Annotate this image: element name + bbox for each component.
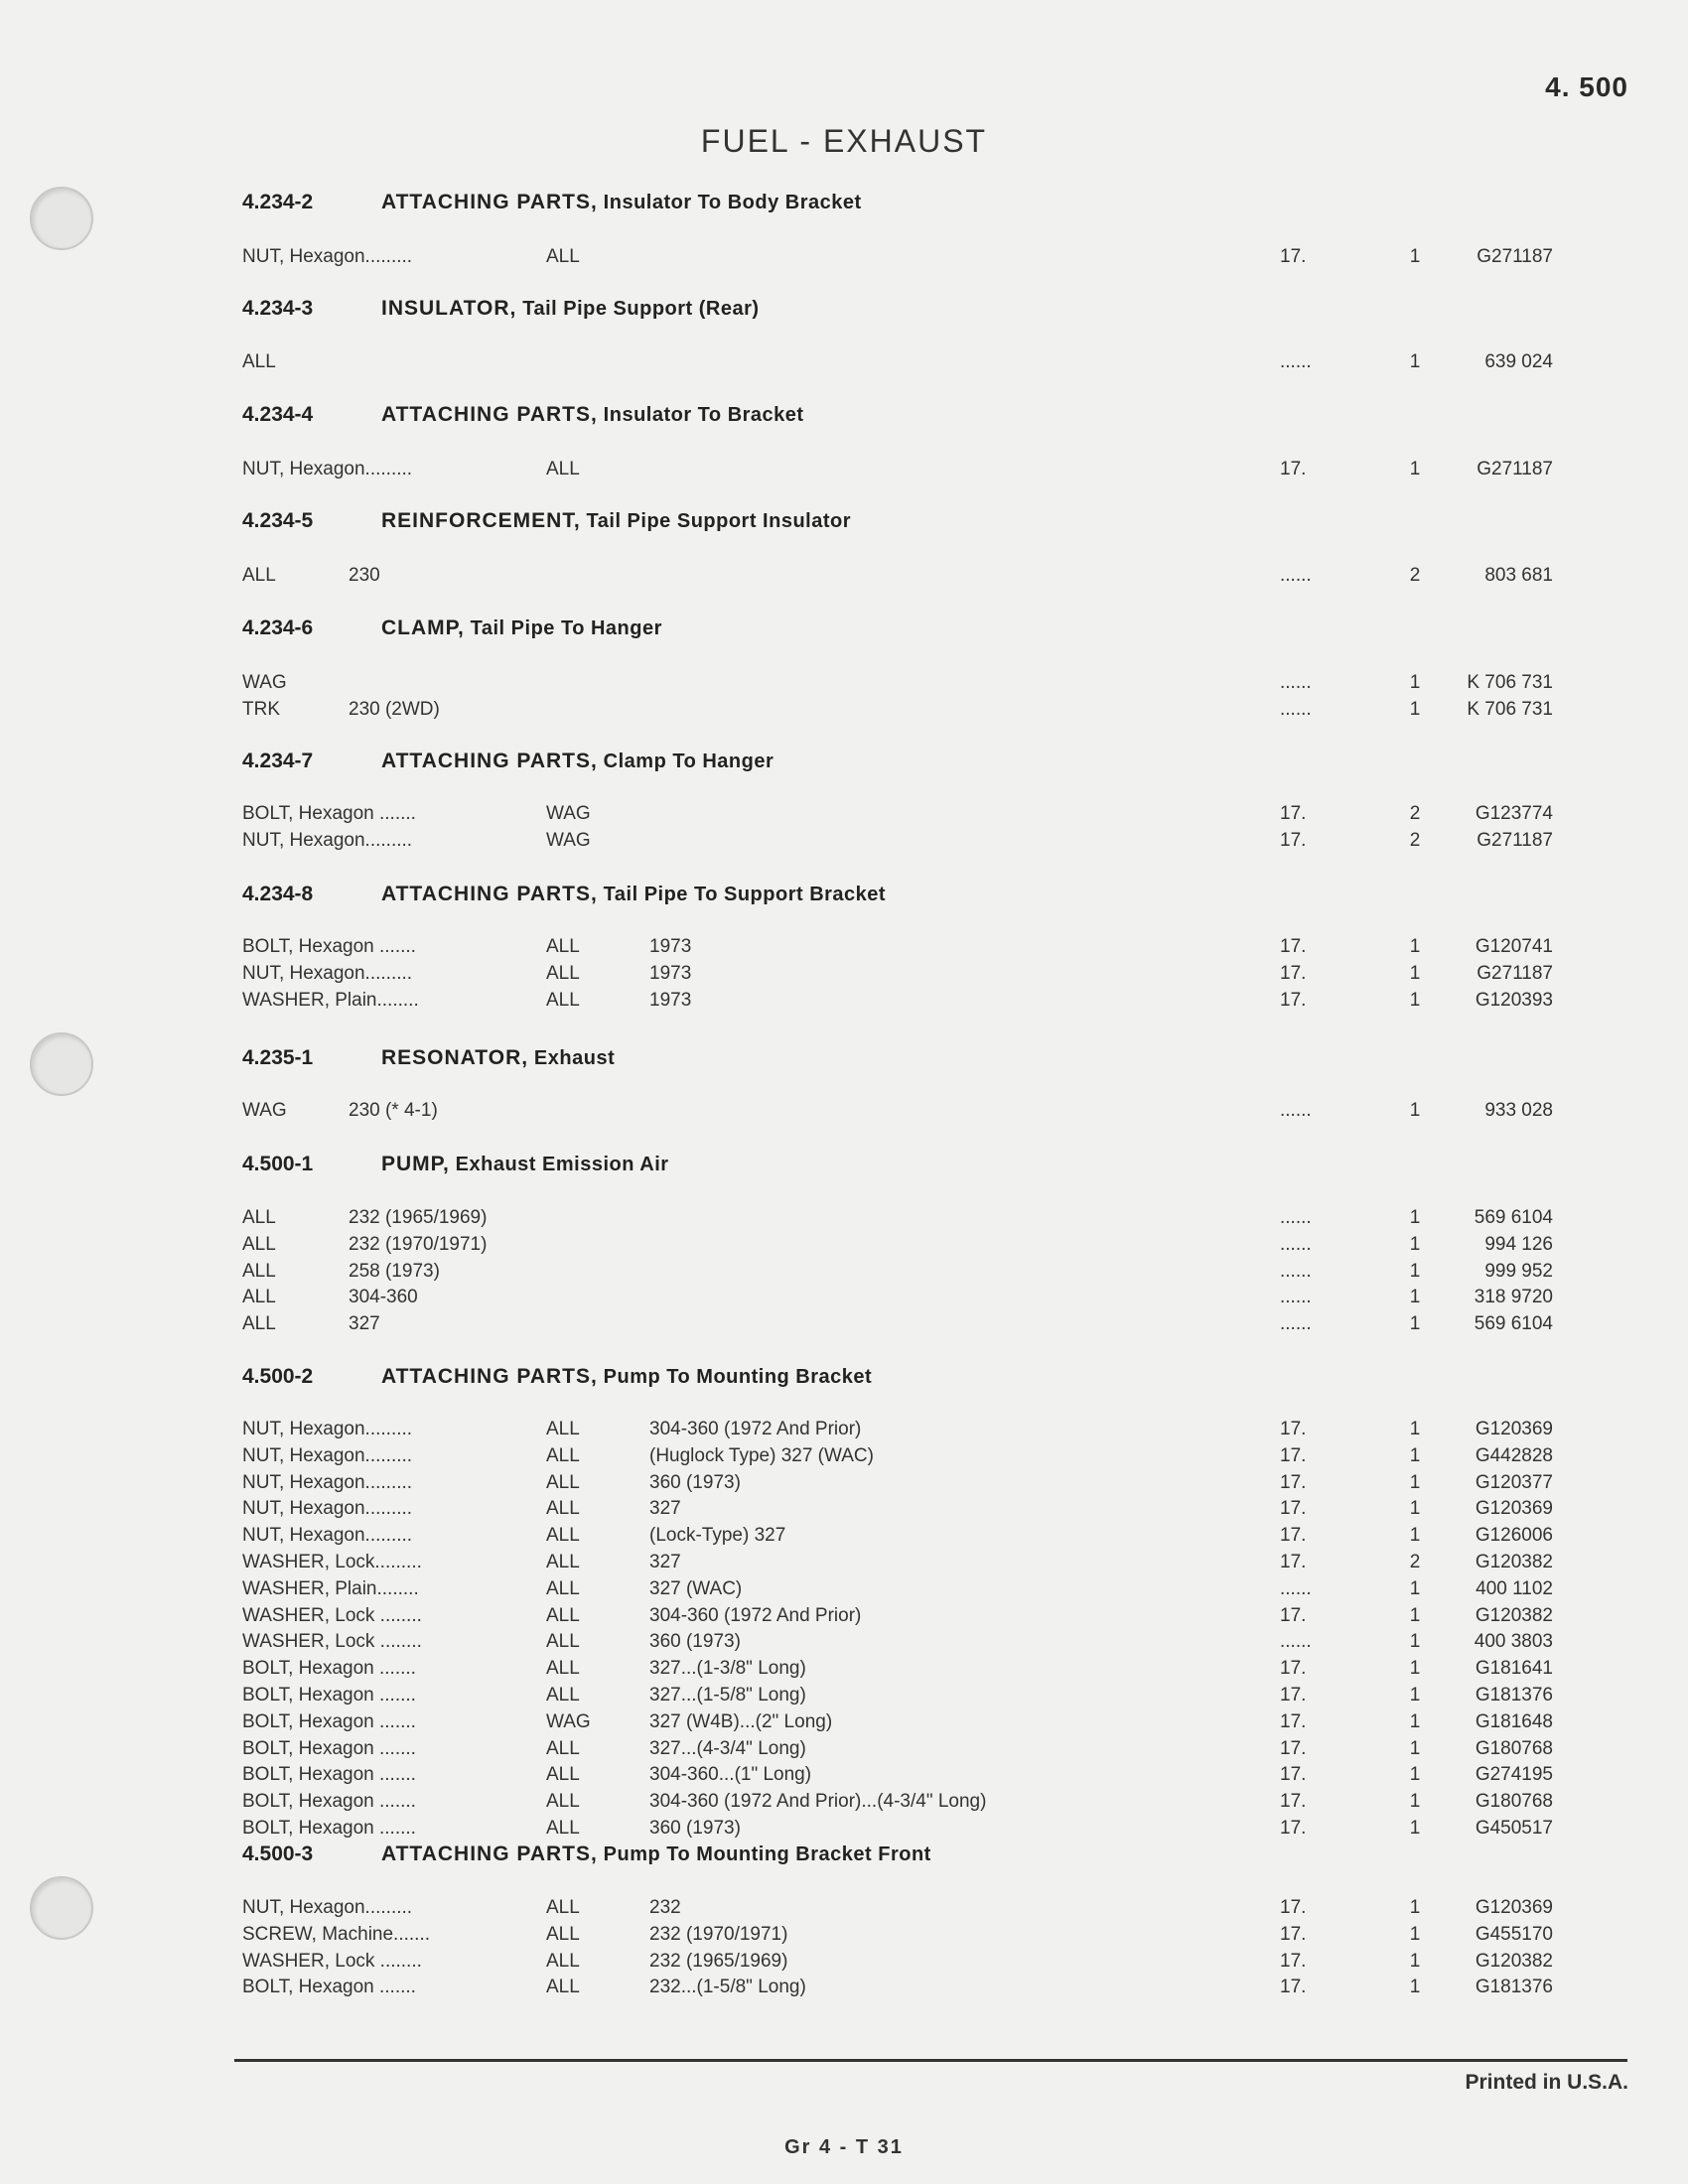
- part-number: G274195: [1475, 1764, 1553, 1785]
- model-notes: 304-360 (1972 And Prior): [649, 1605, 862, 1626]
- quantity: 1: [1409, 1631, 1421, 1652]
- parts-row: [242, 1416, 1553, 1442]
- section-description: Clamp To Hanger: [603, 751, 774, 772]
- group-number: 17.: [1280, 1951, 1307, 1972]
- parts-row: [242, 1575, 1553, 1602]
- application: ALL: [546, 1897, 580, 1918]
- quantity: 1: [1409, 1924, 1421, 1945]
- group-number: ......: [1280, 351, 1312, 372]
- section-header: [242, 616, 662, 640]
- part-number: G126006: [1475, 1525, 1553, 1546]
- group-number: 17.: [1280, 1445, 1307, 1466]
- application: ALL: [546, 963, 580, 984]
- group-number: ......: [1280, 1631, 1312, 1652]
- page-footer: Gr 4 - T 31: [784, 2136, 904, 2158]
- section-description: Tail Pipe To Support Bracket: [603, 884, 887, 905]
- part-number: G450517: [1475, 1818, 1553, 1839]
- parts-row: [242, 1522, 1553, 1549]
- part-description: NUT, Hexagon.........: [242, 1445, 413, 1466]
- quantity: 1: [1409, 459, 1421, 479]
- quantity: 1: [1409, 1818, 1421, 1839]
- parts-row: [242, 1921, 1553, 1948]
- model-notes: 360 (1973): [649, 1472, 741, 1493]
- parts-row: [242, 800, 1553, 827]
- quantity: 1: [1409, 1605, 1421, 1626]
- quantity: 1: [1409, 699, 1421, 720]
- quantity: 1: [1409, 1313, 1421, 1334]
- application: ALL: [546, 1738, 580, 1759]
- model-notes: 360 (1973): [649, 1631, 741, 1652]
- group-number: 17.: [1280, 1472, 1307, 1493]
- group-number: ......: [1280, 1207, 1312, 1228]
- quantity: 1: [1409, 1100, 1421, 1121]
- application: TRK: [242, 699, 280, 720]
- parts-row: [242, 1495, 1553, 1522]
- section-header: [242, 1365, 872, 1389]
- group-number: 17.: [1280, 1818, 1307, 1839]
- part-number: 999 952: [1484, 1261, 1553, 1282]
- part-description: BOLT, Hexagon .......: [242, 1685, 416, 1706]
- model-notes: 232 (1970/1971): [349, 1234, 488, 1255]
- group-number: ......: [1280, 672, 1312, 693]
- model-notes: 232: [649, 1897, 681, 1918]
- group-number: 17.: [1280, 1711, 1307, 1732]
- section-header: [242, 297, 760, 321]
- quantity: 1: [1409, 990, 1421, 1011]
- quantity: 1: [1409, 1658, 1421, 1679]
- part-number: G120377: [1475, 1472, 1553, 1493]
- quantity: 1: [1409, 963, 1421, 984]
- part-number: G120369: [1475, 1498, 1553, 1519]
- part-number: 569 6104: [1474, 1207, 1553, 1228]
- application: ALL: [242, 1287, 276, 1307]
- part-description: WASHER, Lock.........: [242, 1552, 422, 1572]
- part-description: WASHER, Plain........: [242, 1578, 419, 1599]
- binder-hole-middle: [30, 1032, 93, 1096]
- parts-row: [242, 1231, 1553, 1258]
- group-number: 17.: [1280, 803, 1307, 824]
- quantity: 1: [1409, 1207, 1421, 1228]
- part-description: BOLT, Hexagon .......: [242, 1977, 416, 1997]
- parts-row: [242, 1549, 1553, 1575]
- section-number: 4.500-2: [242, 1365, 314, 1388]
- part-number: 933 028: [1484, 1100, 1553, 1121]
- parts-row: [242, 1815, 1553, 1842]
- application: ALL: [546, 1791, 580, 1812]
- section-name: INSULATOR,: [381, 297, 517, 320]
- part-number: G120382: [1475, 1605, 1553, 1626]
- quantity: 1: [1409, 1738, 1421, 1759]
- application: ALL: [546, 990, 580, 1011]
- model-notes: 304-360 (1972 And Prior): [649, 1419, 862, 1439]
- model-notes: 304-360: [349, 1287, 418, 1307]
- parts-row: [242, 1204, 1553, 1231]
- group-number: 17.: [1280, 1658, 1307, 1679]
- quantity: 1: [1409, 1472, 1421, 1493]
- parts-row: [242, 696, 1553, 723]
- section-description: Tail Pipe To Hanger: [470, 617, 662, 639]
- model-notes: 304-360...(1" Long): [649, 1764, 812, 1785]
- quantity: 1: [1409, 1951, 1421, 1972]
- quantity: 1: [1409, 1445, 1421, 1466]
- group-number: 17.: [1280, 963, 1307, 984]
- application: ALL: [242, 351, 276, 372]
- application: ALL: [546, 1977, 580, 1997]
- group-number: 17.: [1280, 1525, 1307, 1546]
- section-number: 4.500-1: [242, 1153, 314, 1175]
- section-header: [242, 1153, 669, 1176]
- application: WAG: [546, 830, 591, 851]
- part-number: 400 1102: [1476, 1578, 1553, 1599]
- part-number: G181376: [1475, 1977, 1553, 1997]
- application: ALL: [546, 1578, 580, 1599]
- group-number: ......: [1280, 1313, 1312, 1334]
- parts-row: [242, 562, 1553, 589]
- footer-rule: [234, 2059, 1627, 2062]
- binder-hole-bottom: [30, 1876, 93, 1940]
- section-name: CLAMP,: [381, 616, 465, 639]
- part-number: K 706 731: [1467, 672, 1553, 693]
- part-description: WASHER, Lock ........: [242, 1631, 422, 1652]
- parts-row: [242, 1442, 1553, 1469]
- section-name: ATTACHING PARTS,: [381, 191, 598, 213]
- section-number: 4.234-3: [242, 297, 314, 320]
- quantity: 1: [1409, 246, 1421, 267]
- parts-row: [242, 243, 1553, 270]
- section-number: 4.234-5: [242, 509, 314, 532]
- part-number: 803 681: [1484, 565, 1553, 586]
- model-notes: 1973: [649, 936, 692, 957]
- model-notes: 327...(1-3/8" Long): [649, 1658, 806, 1679]
- group-number: 17.: [1280, 1897, 1307, 1918]
- part-description: BOLT, Hexagon .......: [242, 1711, 416, 1732]
- group-number: 17.: [1280, 1791, 1307, 1812]
- application: ALL: [546, 1631, 580, 1652]
- quantity: 2: [1409, 1552, 1421, 1572]
- section-header: [242, 191, 862, 214]
- model-notes: 1973: [649, 990, 692, 1011]
- application: ALL: [546, 1951, 580, 1972]
- quantity: 1: [1409, 1261, 1421, 1282]
- model-notes: 360 (1973): [649, 1818, 741, 1839]
- model-notes: 232 (1965/1969): [649, 1951, 788, 1972]
- quantity: 1: [1409, 1525, 1421, 1546]
- section-header: [242, 509, 851, 533]
- quantity: 1: [1409, 672, 1421, 693]
- application: ALL: [546, 1419, 580, 1439]
- model-notes: 327: [649, 1552, 681, 1572]
- part-description: WASHER, Lock ........: [242, 1951, 422, 1972]
- group-number: ......: [1280, 699, 1312, 720]
- part-number: K 706 731: [1467, 699, 1553, 720]
- section-number: 4.234-4: [242, 403, 314, 426]
- part-description: NUT, Hexagon.........: [242, 246, 413, 267]
- group-number: 17.: [1280, 1924, 1307, 1945]
- application: ALL: [546, 1924, 580, 1945]
- model-notes: 327 (W4B)...(2" Long): [649, 1711, 833, 1732]
- quantity: 1: [1409, 1791, 1421, 1812]
- parts-row: [242, 348, 1553, 375]
- application: ALL: [546, 1764, 580, 1785]
- parts-row: [242, 1894, 1553, 1921]
- part-description: BOLT, Hexagon .......: [242, 1738, 416, 1759]
- part-number: G271187: [1477, 459, 1553, 479]
- quantity: 1: [1409, 1711, 1421, 1732]
- section-header: [242, 883, 886, 906]
- application: ALL: [242, 565, 276, 586]
- part-description: NUT, Hexagon.........: [242, 1472, 413, 1493]
- section-description: Pump To Mounting Bracket: [603, 1366, 873, 1388]
- model-notes: 232 (1965/1969): [349, 1207, 488, 1228]
- model-notes: 327: [349, 1313, 380, 1334]
- parts-row: [242, 987, 1553, 1014]
- part-number: G181376: [1475, 1685, 1553, 1706]
- quantity: 1: [1409, 1977, 1421, 1997]
- section-number: 4.500-3: [242, 1843, 314, 1865]
- parts-row: [242, 1628, 1553, 1655]
- application: ALL: [546, 246, 580, 267]
- group-number: 17.: [1280, 830, 1307, 851]
- model-notes: 327 (WAC): [649, 1578, 743, 1599]
- section-name: ATTACHING PARTS,: [381, 1365, 598, 1388]
- application: ALL: [546, 1658, 580, 1679]
- part-number: G180768: [1475, 1738, 1553, 1759]
- model-notes: 1973: [649, 963, 692, 984]
- part-description: WASHER, Plain........: [242, 990, 419, 1011]
- parts-row: [242, 1682, 1553, 1708]
- section-number: 4.234-8: [242, 883, 314, 905]
- application: ALL: [546, 1552, 580, 1572]
- application: ALL: [242, 1261, 276, 1282]
- quantity: 1: [1409, 1764, 1421, 1785]
- part-number: G120369: [1475, 1419, 1553, 1439]
- group-number: 17.: [1280, 1419, 1307, 1439]
- part-number: G120382: [1475, 1552, 1553, 1572]
- application: ALL: [546, 936, 580, 957]
- quantity: 1: [1409, 1234, 1421, 1255]
- group-number: 17.: [1280, 459, 1307, 479]
- part-number: 569 6104: [1474, 1313, 1553, 1334]
- model-notes: (Huglock Type) 327 (WAC): [649, 1445, 874, 1466]
- section-number: 4.235-1: [242, 1046, 314, 1069]
- part-number: G120369: [1475, 1897, 1553, 1918]
- part-number: G271187: [1477, 963, 1553, 984]
- group-number: ......: [1280, 1100, 1312, 1121]
- part-description: SCREW, Machine.......: [242, 1924, 430, 1945]
- application: ALL: [242, 1207, 276, 1228]
- quantity: 2: [1409, 830, 1421, 851]
- part-description: NUT, Hexagon.........: [242, 1419, 413, 1439]
- part-number: 994 126: [1484, 1234, 1553, 1255]
- printed-note: Printed in U.S.A.: [1465, 2071, 1628, 2094]
- part-number: G120393: [1475, 990, 1553, 1011]
- application: ALL: [546, 1605, 580, 1626]
- section-header: [242, 750, 774, 773]
- parts-row: [242, 933, 1553, 960]
- parts-row: [242, 1735, 1553, 1762]
- application: WAG: [242, 672, 287, 693]
- group-number: 17.: [1280, 1738, 1307, 1759]
- part-number: 639 024: [1484, 351, 1553, 372]
- part-number: G271187: [1477, 246, 1553, 267]
- part-description: BOLT, Hexagon .......: [242, 1791, 416, 1812]
- application: ALL: [546, 1525, 580, 1546]
- part-number: G442828: [1475, 1445, 1553, 1466]
- application: ALL: [546, 1472, 580, 1493]
- page-number: 4. 500: [1545, 71, 1628, 102]
- part-number: 318 9720: [1474, 1287, 1553, 1307]
- part-number: G181641: [1475, 1658, 1553, 1679]
- parts-row: [242, 1948, 1553, 1975]
- section-description: Pump To Mounting Bracket Front: [603, 1843, 931, 1865]
- part-description: NUT, Hexagon.........: [242, 1897, 413, 1918]
- model-notes: 232 (1970/1971): [649, 1924, 788, 1945]
- part-description: NUT, Hexagon.........: [242, 1525, 413, 1546]
- section-name: ATTACHING PARTS,: [381, 1843, 598, 1865]
- part-number: G271187: [1477, 830, 1553, 851]
- part-description: NUT, Hexagon.........: [242, 830, 413, 851]
- quantity: 1: [1409, 1685, 1421, 1706]
- page-title: FUEL - EXHAUST: [700, 123, 988, 159]
- parts-row: [242, 1284, 1553, 1310]
- section-number: 4.234-6: [242, 616, 314, 639]
- section-number: 4.234-7: [242, 750, 314, 772]
- section-description: Exhaust Emission Air: [455, 1154, 669, 1175]
- group-number: 17.: [1280, 990, 1307, 1011]
- application: ALL: [546, 459, 580, 479]
- part-number: G120382: [1475, 1951, 1553, 1972]
- model-notes: 258 (1973): [349, 1261, 440, 1282]
- group-number: ......: [1280, 565, 1312, 586]
- group-number: 17.: [1280, 1977, 1307, 1997]
- application: WAG: [242, 1100, 287, 1121]
- model-notes: 327: [649, 1498, 681, 1519]
- application: ALL: [242, 1313, 276, 1334]
- group-number: ......: [1280, 1234, 1312, 1255]
- parts-row: [242, 669, 1553, 696]
- parts-row: [242, 1310, 1553, 1337]
- part-number: G123774: [1475, 803, 1553, 824]
- parts-row: [242, 1097, 1553, 1124]
- section-name: REINFORCEMENT,: [381, 509, 581, 532]
- parts-row: [242, 1708, 1553, 1735]
- group-number: 17.: [1280, 246, 1307, 267]
- section-name: ATTACHING PARTS,: [381, 883, 598, 905]
- part-number: G180768: [1475, 1791, 1553, 1812]
- group-number: 17.: [1280, 1552, 1307, 1572]
- application: WAG: [546, 1711, 591, 1732]
- quantity: 1: [1409, 1498, 1421, 1519]
- quantity: 1: [1409, 1578, 1421, 1599]
- section-description: Insulator To Body Bracket: [603, 192, 862, 213]
- section-name: RESONATOR,: [381, 1046, 529, 1069]
- parts-row: [242, 1258, 1553, 1285]
- quantity: 1: [1409, 1287, 1421, 1307]
- parts-row: [242, 1655, 1553, 1682]
- parts-row: [242, 1974, 1553, 2000]
- application: ALL: [546, 1818, 580, 1839]
- group-number: 17.: [1280, 1764, 1307, 1785]
- quantity: 2: [1409, 565, 1421, 586]
- section-description: Insulator To Bracket: [603, 404, 804, 426]
- section-name: ATTACHING PARTS,: [381, 750, 598, 772]
- section-number: 4.234-2: [242, 191, 314, 213]
- part-description: NUT, Hexagon.........: [242, 459, 413, 479]
- group-number: 17.: [1280, 936, 1307, 957]
- group-number: ......: [1280, 1261, 1312, 1282]
- model-notes: 327...(1-5/8" Long): [649, 1685, 806, 1706]
- group-number: ......: [1280, 1578, 1312, 1599]
- parts-row: [242, 456, 1553, 482]
- quantity: 1: [1409, 1419, 1421, 1439]
- application: ALL: [242, 1234, 276, 1255]
- part-description: WASHER, Lock ........: [242, 1605, 422, 1626]
- application: WAG: [546, 803, 591, 824]
- application: ALL: [546, 1498, 580, 1519]
- section-description: Tail Pipe Support (Rear): [522, 298, 760, 320]
- part-description: NUT, Hexagon.........: [242, 963, 413, 984]
- quantity: 2: [1409, 803, 1421, 824]
- group-number: 17.: [1280, 1605, 1307, 1626]
- parts-row: [242, 1788, 1553, 1815]
- model-notes: 230 (2WD): [349, 699, 440, 720]
- section-header: [242, 1046, 615, 1070]
- parts-row: [242, 1602, 1553, 1629]
- part-number: G181648: [1475, 1711, 1553, 1732]
- application: ALL: [546, 1685, 580, 1706]
- quantity: 1: [1409, 351, 1421, 372]
- parts-row: [242, 1761, 1553, 1788]
- parts-row: [242, 1469, 1553, 1496]
- model-notes: 327...(4-3/4" Long): [649, 1738, 806, 1759]
- part-number: G455170: [1475, 1924, 1553, 1945]
- section-name: ATTACHING PARTS,: [381, 403, 598, 426]
- parts-row: [242, 960, 1553, 987]
- section-description: Tail Pipe Support Insulator: [586, 510, 852, 532]
- model-notes: (Lock-Type) 327: [649, 1525, 786, 1546]
- part-description: BOLT, Hexagon .......: [242, 803, 416, 824]
- parts-row: [242, 827, 1553, 854]
- part-description: BOLT, Hexagon .......: [242, 1658, 416, 1679]
- section-header: [242, 403, 804, 427]
- group-number: 17.: [1280, 1685, 1307, 1706]
- part-description: BOLT, Hexagon .......: [242, 936, 416, 957]
- group-number: 17.: [1280, 1498, 1307, 1519]
- quantity: 1: [1409, 936, 1421, 957]
- part-description: BOLT, Hexagon .......: [242, 1818, 416, 1839]
- application: ALL: [546, 1445, 580, 1466]
- section-name: PUMP,: [381, 1153, 450, 1175]
- model-notes: 304-360 (1972 And Prior)...(4-3/4" Long): [649, 1791, 987, 1812]
- quantity: 1: [1409, 1897, 1421, 1918]
- section-header: [242, 1843, 931, 1866]
- binder-hole-top: [30, 187, 93, 250]
- model-notes: 232...(1-5/8" Long): [649, 1977, 806, 1997]
- part-description: BOLT, Hexagon .......: [242, 1764, 416, 1785]
- part-description: NUT, Hexagon.........: [242, 1498, 413, 1519]
- part-number: G120741: [1475, 936, 1553, 957]
- model-notes: 230: [349, 565, 380, 586]
- part-number: 400 3803: [1474, 1631, 1553, 1652]
- section-description: Exhaust: [533, 1047, 616, 1069]
- model-notes: 230 (* 4-1): [349, 1100, 438, 1121]
- group-number: ......: [1280, 1287, 1312, 1307]
